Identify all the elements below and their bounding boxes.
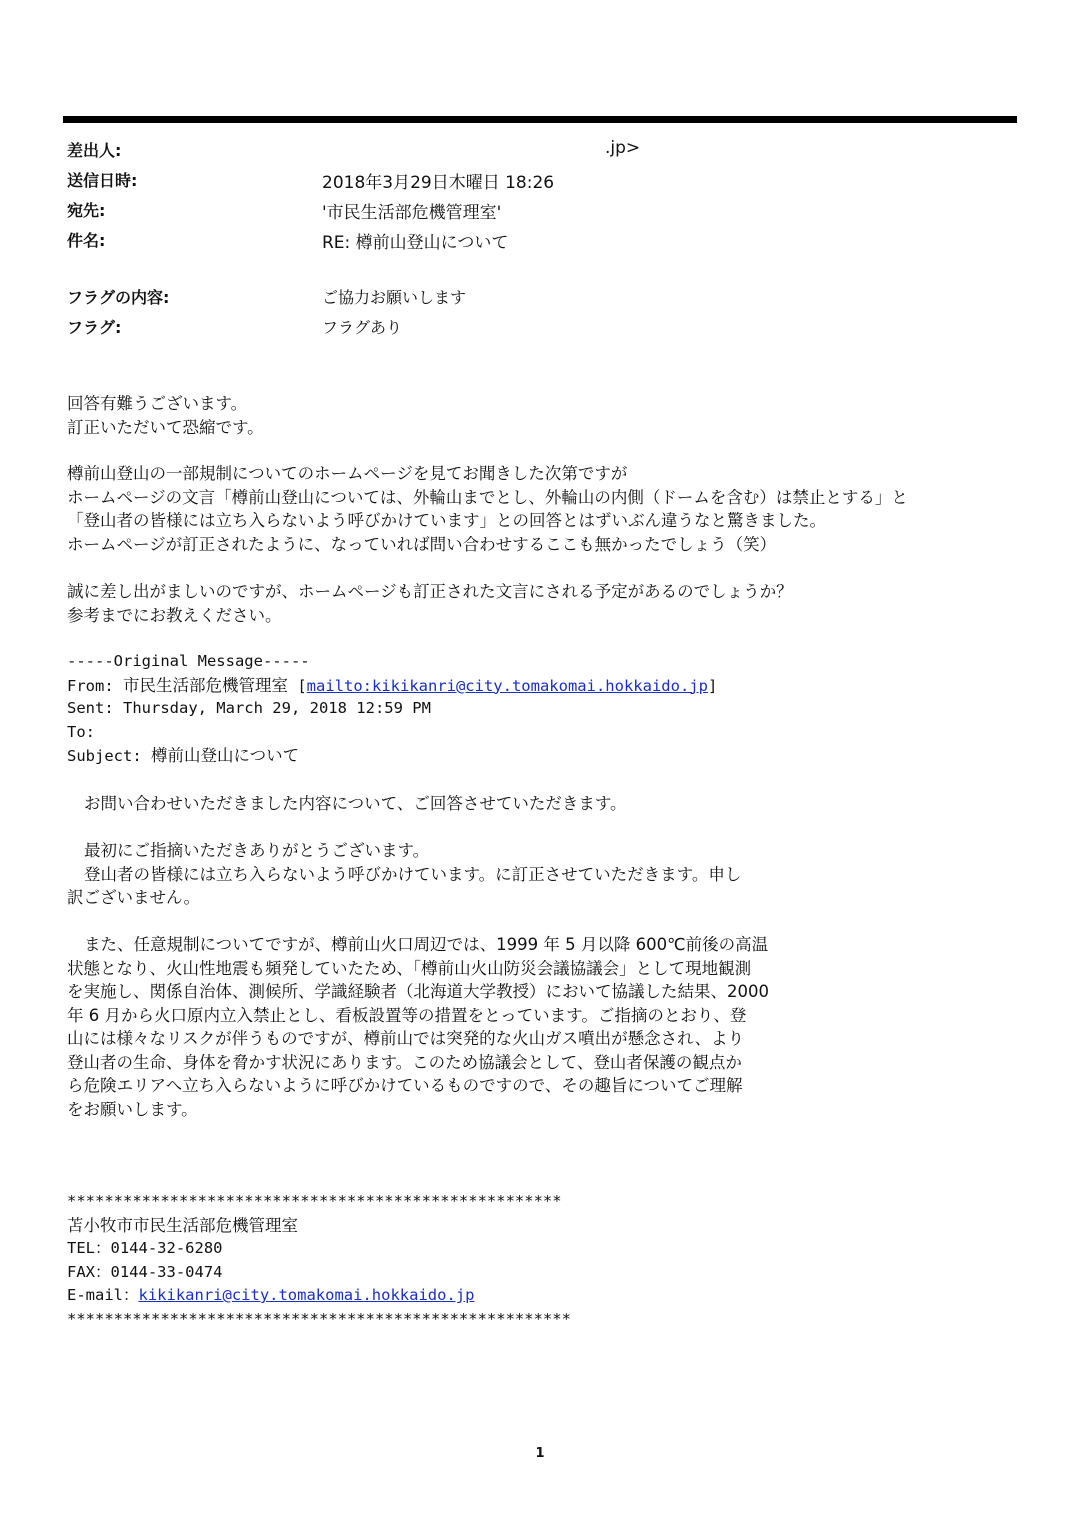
original-message-header xyxy=(67,650,1007,768)
from-value: .jp> xyxy=(605,138,641,158)
original-from-prefix: From: xyxy=(67,676,123,695)
page-number: 1 xyxy=(535,1446,545,1461)
signature-block xyxy=(67,1190,1007,1331)
text-line: をお願いします。 xyxy=(67,1099,198,1119)
signature-stars-top: ***************************************************** xyxy=(67,1192,562,1210)
text-line: 状態となり、火山性地震も頻発していたため、「樽前山火山防災会議協議会」として現地観測 xyxy=(67,958,752,978)
original-from-name: 市民生活部危機管理室 xyxy=(123,675,288,695)
text-line: 山には様々なリスクが伴うものですが、樽前山では突発的な火山ガス噴出が懸念され、より xyxy=(67,1029,745,1048)
response-paragraph-1 xyxy=(67,792,1024,816)
text-line: を実施し、関係自治体、測候所、学識経験者（北海道大学教授）において協議した結果、2000 xyxy=(67,982,769,1001)
original-separator: -----Original Message----- xyxy=(67,652,310,670)
original-from-open: [ xyxy=(288,676,307,695)
to-value: '市民生活部危機管理室' xyxy=(322,203,502,223)
to-label: 宛先: xyxy=(67,201,106,220)
original-subject-line xyxy=(67,744,1007,768)
text-line: 登山者の生命、身体を脅かす状況にあります。このため協議会として、登山者保護の観点か xyxy=(67,1052,742,1072)
signature-email-line xyxy=(67,1284,1007,1308)
header-subject-row xyxy=(67,228,1007,256)
original-from-line xyxy=(67,674,1007,698)
sent-value: 2018年3月29日木曜日 18:26 xyxy=(322,173,555,193)
flag-content-value: ご協力お願いします xyxy=(322,288,467,307)
reply-paragraph-1 xyxy=(67,392,1007,439)
text-line: 誠に差し出がましいのですが、ホームページも訂正された文言にされる予定があるのでしょうか？ xyxy=(67,582,793,601)
original-subject-prefix: Subject: xyxy=(67,747,151,765)
signature-email-prefix: E-mail： xyxy=(67,1286,139,1304)
text-line: お問い合わせいただきました内容について、ご回答させていただきます。 xyxy=(84,794,627,813)
flag-value: フラグあり xyxy=(322,318,403,337)
header-from-row xyxy=(67,138,1007,166)
email-link[interactable]: kikikanri@city.tomakomai.hokkaido.jp xyxy=(138,1286,475,1304)
text-line: 参考までにお教えください。 xyxy=(67,605,282,625)
text-line: ら危険エリアへ立ち入らないように呼びかけているものですので、その趣旨についてご理解 xyxy=(67,1076,743,1095)
sent-label: 送信日時: xyxy=(67,171,138,190)
mailto-link[interactable]: mailto:kikikanri@city.tomakomai.hokkaido.jp xyxy=(306,676,708,695)
header-flag-content-row xyxy=(67,285,1007,313)
text-line: 訂正いただいて恐縮です。 xyxy=(67,417,264,437)
original-sent-line: Sent: Thursday, March 29, 2018 12:59 PM xyxy=(67,699,431,717)
text-line: 樽前山登山の一部規制についてのホームページを見てお聞きした次第ですが xyxy=(67,464,628,483)
text-line: ホームページが訂正されたように、なっていれば問い合わせするここも無かったでしょう（笑） xyxy=(67,534,777,554)
signature-fax: FAX：0144-33-0474 xyxy=(67,1262,223,1281)
text-line: ホームページの文言「樽前山登山については、外輪山までとし、外輪山の内側（ドームを含む）は禁止とする」と xyxy=(67,487,908,507)
signature-org: 苫小牧市市民生活部危機管理室 xyxy=(67,1215,298,1235)
text-line: 最初にご指摘いただきありがとうございます。 xyxy=(84,841,430,860)
response-paragraph-3 xyxy=(67,933,1007,1121)
subject-value: RE: 樽前山登山について xyxy=(322,233,509,253)
header-flag-row xyxy=(67,315,1007,343)
text-line: また、任意規制についてですが、樽前山火口周辺では、1999 年 5 月以降 600℃前後の高温 xyxy=(84,935,769,954)
original-from-close: ] xyxy=(707,676,718,695)
original-to-line: To: xyxy=(67,722,95,741)
flag-content-label: フラグの内容: xyxy=(67,288,170,307)
text-line: 「登山者の皆様には立ち入らないよう呼びかけています」との回答とはずいぶん違うなと驚きました。 xyxy=(67,511,826,530)
text-line: 訳ございません。 xyxy=(67,888,200,907)
reply-paragraph-3 xyxy=(67,580,1007,627)
signature-stars-bottom: ****************************************************** xyxy=(67,1309,571,1328)
signature-tel: TEL：0144-32-6280 xyxy=(67,1239,223,1257)
top-rule xyxy=(63,116,1017,123)
reply-paragraph-2 xyxy=(67,462,1007,556)
original-subject-text: 樽前山登山について xyxy=(151,746,300,765)
flag-label: フラグ: xyxy=(67,318,122,337)
text-line: 年 6 月から火口原内立入禁止とし、看板設置等の措置をとっています。ご指摘のとおり、登 xyxy=(67,1005,747,1025)
from-label: 差出人: xyxy=(67,141,122,160)
text-line: 登山者の皆様には立ち入らないよう呼びかけています。に訂正させていただきます。申し xyxy=(84,864,742,884)
header-sent-row xyxy=(67,168,1007,196)
response-paragraph-2 xyxy=(67,839,1007,910)
header-to-row xyxy=(67,198,1007,226)
text-line: 回答有難うございます。 xyxy=(67,394,248,413)
subject-label: 件名: xyxy=(67,231,106,250)
